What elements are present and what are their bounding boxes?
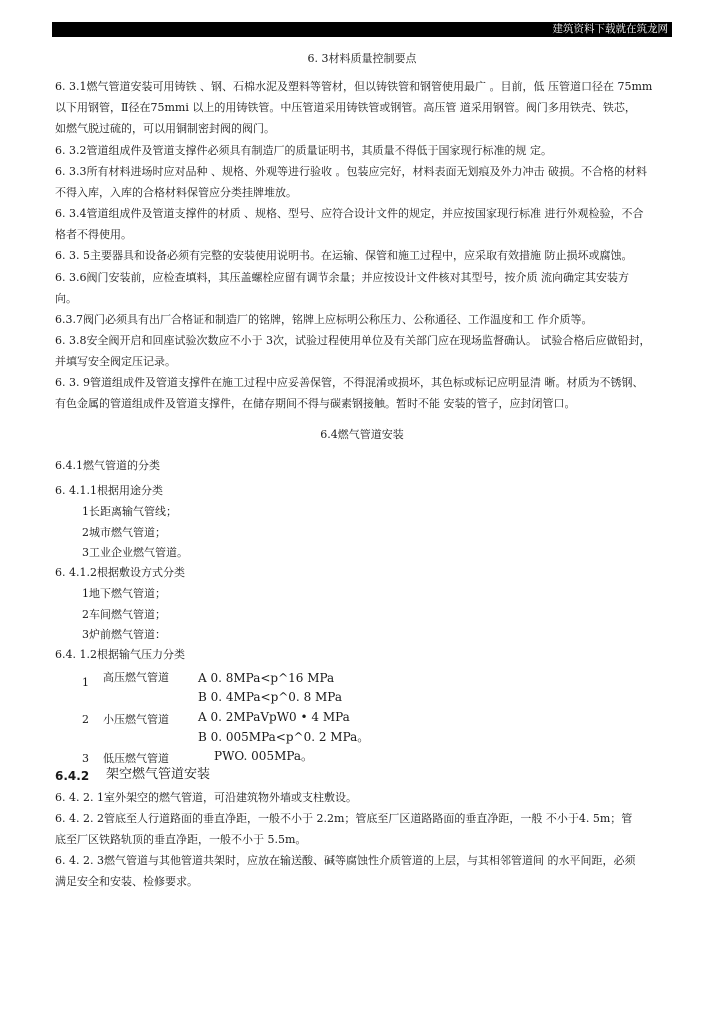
pressure-range: B 0. 005MPa<p^0. 2 MPa。	[198, 730, 370, 744]
paragraph-line: 有色金属的管道组成件及管道支撑件，在储存期间不得与碳素钢接触。暂时不能 安装的管子，应封闭管口。	[55, 397, 576, 410]
pressure-category: 小压燃气管道	[103, 713, 169, 726]
list-item: 3工业企业燃气管道。	[82, 546, 188, 559]
paragraph-line: 6. 3.1燃气管道安装可用铸铁 、钢、石棉水泥及塑料等管材，但以铸铁管和钢管使用最广 。目前，低 压管道口径在 75mm	[55, 80, 653, 93]
list-item: 3炉前燃气管道：	[82, 628, 166, 641]
paragraph-line: 以下用钢管，Ⅱ径在75mmi 以上的用铸铁管。中压管道采用铸铁管或钢管。高压管 道采用钢管。阀门多用铁壳、铁芯，	[55, 101, 636, 114]
heading-6-4-2-number: 6.4.2	[55, 769, 90, 783]
pressure-number: 1	[82, 676, 89, 689]
list-item: 2城市燃气管道；	[82, 526, 166, 539]
pressure-range: A 0. 8MPa<p^16 MPa	[198, 671, 335, 685]
paragraph-line: 6. 4. 2. 2管底至人行道路面的垂直净距，一般不小于 2.2m；管底至厂区道路路面的垂直净距，一般 不小于4. 5m；管	[55, 812, 633, 825]
paragraph-line: 6.3.7阀门必须具有出厂合格证和制造厂的铭牌，铭牌上应标明公称压力、公称通径、工作温度和工 作介质等。	[55, 313, 593, 326]
pressure-range: A 0. 2MPaVpW0 • 4 MPa	[198, 710, 350, 724]
paragraph-line: 6. 4. 2. 3燃气管道与其他管道共架时，应放在输送酸、碱等腐蚀性介质管道的上层，与其相邻管道间 的水平间距，必须	[55, 854, 636, 867]
paragraph-line: 6. 3.2管道组成件及管道支撑件必须具有制造厂的质量证明书，其质量不得低于国家现行标准的规 定。	[55, 144, 552, 157]
paragraph-line: 6. 3. 9管道组成件及管道支撑件在施工过程中应妥善保管，不得混淆或损坏，其色标或标记应明显清 晰。材质为不锈钢、	[55, 376, 644, 389]
header-banner: 建筑资料下载就在筑龙网	[52, 22, 672, 37]
pressure-range: B 0. 4MPa<p^0. 8 MPa	[198, 690, 342, 704]
paragraph-line: 不得入库，入库的合格材料保管应分类挂牌堆放。	[55, 186, 297, 199]
paragraph-line: 向。	[55, 292, 77, 305]
paragraph-line: 6. 3.6阀门安装前，应检查填料，其压盖螺栓应留有调节余量；并应按设计文件核对其型号，按介质 流向确定其安装方	[55, 271, 629, 284]
heading-6-4-1-1: 6. 4.1.1根据用途分类	[55, 484, 163, 497]
paragraph-line: 6. 4. 2. 1室外架空的燃气管道，可沿建筑物外墙或支柱敷设。	[55, 791, 357, 804]
list-item: 2车间燃气管道；	[82, 608, 166, 621]
paragraph-line: 如燃气脱过硫的，可以用铜制密封阀的阀门。	[55, 122, 275, 135]
pressure-number: 2	[82, 713, 89, 726]
list-item: 1长距离输气管线；	[82, 505, 177, 518]
heading-6-4-2-title: 架空燃气管道安装	[106, 767, 211, 782]
list-item: 1地下燃气管道；	[82, 587, 166, 600]
paragraph-line: 满足安全和安装、检修要求。	[55, 875, 198, 888]
section-title-6-4: 6.4燃气管道安装	[320, 428, 404, 441]
paragraph-line: 6. 3.8安全阀开启和回座试验次数应不小于 3次，试验过程使用单位及有关部门应在现场监督确认。 试验合格后应做铅封，	[55, 334, 651, 347]
paragraph-line: 6. 3.3所有材料进场时应对品种 、规格、外观等进行验收 。包装应完好，材料表面无划痕及外力冲击 破损。不合格的材料	[55, 165, 647, 178]
pressure-category: 低压燃气管道	[103, 752, 169, 765]
paragraph-line: 6. 3. 5主要器具和设备必须有完整的安装使用说明书。在运输、保管和施工过程中，应采取有效措施 防止损坏或腐蚀。	[55, 249, 633, 262]
section-title-6-3: 6. 3材料质量控制要点	[307, 52, 417, 65]
pressure-range: PWO. 005MPa。	[214, 749, 314, 763]
heading-6-4-1: 6.4.1燃气管道的分类	[55, 459, 160, 472]
heading-6-4-1-2: 6. 4.1.2根据敷设方式分类	[55, 566, 185, 579]
paragraph-line: 并填写安全阀定压记录。	[55, 355, 176, 368]
paragraph-line: 6. 3.4管道组成件及管道支撑件的材质 、规格、型号、应符合设计文件的规定，并应按国家现行标准 进行外观检验，不合	[55, 207, 644, 220]
paragraph-line: 格者不得使用。	[55, 228, 132, 241]
heading-6-4-1-2-pressure: 6.4. 1.2根据输气压力分类	[55, 648, 185, 661]
pressure-category: 高压燃气管道	[103, 671, 169, 684]
paragraph-line: 底至厂区铁路轨顶的垂直净距，一般不小于 5.5m。	[55, 833, 307, 846]
pressure-number: 3	[82, 752, 89, 765]
